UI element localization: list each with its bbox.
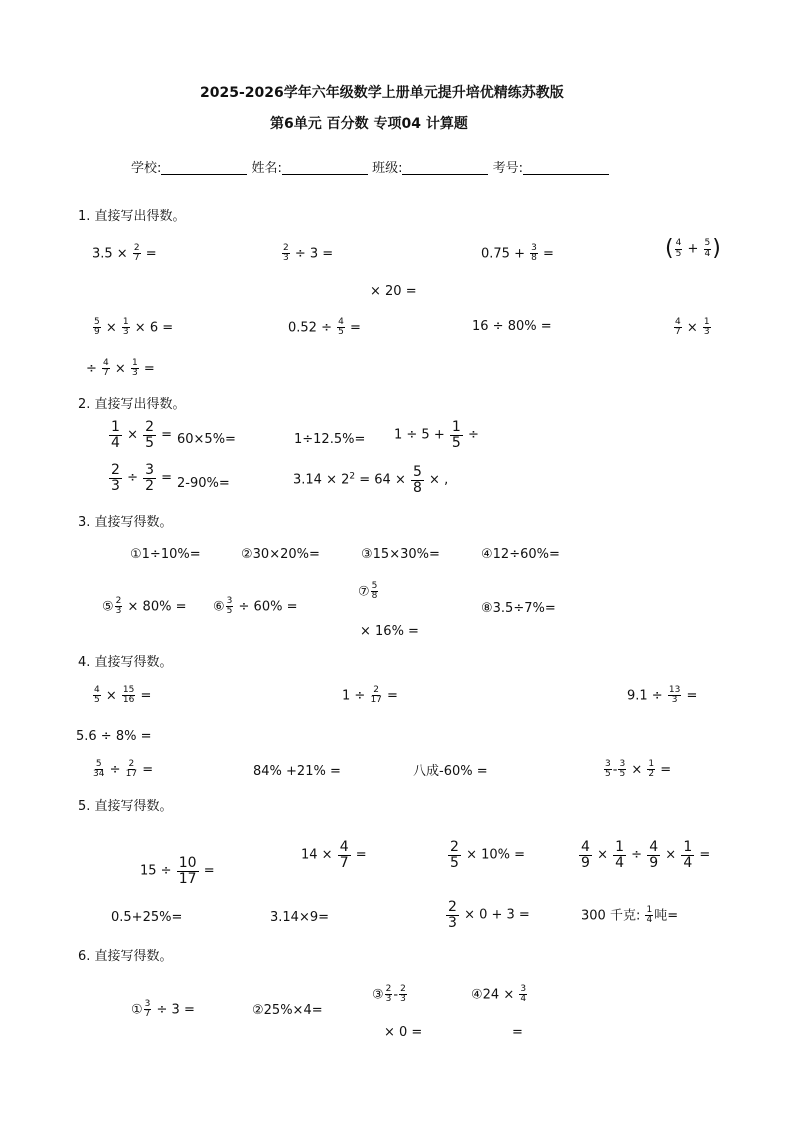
s4-problem-4: 5.6 ÷ 8% = (76, 729, 152, 744)
s6-problem-4: ④24 × $\frac{3}{4}$ (471, 984, 527, 1005)
s5-problem-8: 300 千克: $\frac{1}{4}$ 吨= (581, 905, 679, 926)
s2-problem-4: 1 ÷ 5 + $\frac{1}{5}$ ÷ (394, 419, 479, 451)
section-5-heading: 5. 直接写得数。 (78, 799, 173, 814)
s1-problem-4: ( $\frac{4}{5}$ + $\frac{5}{4}$ ) (665, 236, 721, 261)
s6-problem-2: ②25%×4= (252, 1003, 323, 1018)
s5-problem-2: 14 × $\frac{4}{7}$ = (301, 839, 367, 871)
s4-problem-7: 八成-60% = (413, 764, 488, 779)
s4-problem-1: $\frac{4}{5}$ × $\frac{15}{16}$ = (94, 685, 152, 706)
student-info-row (131, 162, 609, 175)
s2-problem-1: $\frac{1}{4}$ × $\frac{2}{5}$ = (111, 419, 173, 451)
section-3-heading: 3. 直接写得数。 (78, 515, 173, 530)
s6-problem-3-cont: × 0 = (384, 1025, 423, 1040)
s1-problem-6: 0.52 ÷ $\frac{4}{5}$ = (288, 317, 361, 338)
s6-problem-1: ① $\frac{3}{7}$ ÷ 3 = (131, 999, 195, 1020)
s2-problem-6: 2-90%= (177, 476, 230, 491)
s1-problem-5: $\frac{5}{9}$ × $\frac{1}{3}$ × 6 = (94, 317, 174, 338)
school-label: 学校: (131, 161, 162, 176)
s1-problem-8: $\frac{4}{7}$ × $\frac{1}{3}$ (675, 317, 710, 338)
s1-problem-7: 16 ÷ 80% = (472, 319, 552, 334)
s4-problem-6: 84% +21% = (253, 764, 341, 779)
school-field[interactable] (161, 162, 247, 175)
s5-problem-3: $\frac{2}{5}$ × 10% = (450, 839, 526, 871)
s2-problem-3: 1÷12.5%= (294, 432, 366, 447)
s4-problem-3: 9.1 ÷ $\frac{13}{3}$ = (627, 685, 698, 706)
s4-problem-2: 1 ÷ $\frac{2}{17}$ = (342, 685, 398, 706)
s3-problem-4: ④12÷60%= (481, 547, 560, 562)
s3-problem-6: ⑥ $\frac{3}{5}$ ÷ 60% = (213, 596, 298, 617)
section-6-heading: 6. 直接写得数。 (78, 949, 173, 964)
s3-problem-7: ⑦ $\frac{5}{8}$ (358, 581, 378, 602)
s3-problem-1: ①1÷10%= (130, 547, 201, 562)
s4-problem-5: $\frac{5}{34}$ ÷ $\frac{2}{17}$ = (93, 759, 154, 780)
s1-problem-8-cont: ÷ $\frac{4}{7}$ × $\frac{1}{3}$ = (86, 358, 155, 379)
s3-problem-8: ⑧3.5÷7%= (481, 601, 556, 616)
class-label: 班级: (372, 161, 403, 176)
worksheet-subtitle: 第6单元 百分数 专项04 计算题 (270, 116, 468, 132)
s3-problem-3: ③15×30%= (361, 547, 440, 562)
s1-problem-4-cont: × 20 = (370, 284, 417, 299)
s2-problem-2: 60×5%= (177, 432, 236, 447)
exam-number-label: 考号: (492, 161, 523, 176)
s6-problem-4-cont: = (512, 1025, 523, 1040)
s3-problem-7-cont: × 16% = (360, 624, 419, 639)
s4-problem-8: $\frac{3}{5}$ - $\frac{3}{5}$ × $\frac{1}{2}$ = (605, 759, 672, 780)
exam-number-field[interactable] (523, 162, 609, 175)
class-field[interactable] (402, 162, 488, 175)
section-2-heading: 2. 直接写出得数。 (78, 397, 186, 412)
s1-problem-2: $\frac{2}{3}$ ÷ 3 = (283, 243, 334, 264)
s5-problem-5: 0.5+25%= (111, 910, 183, 925)
s2-problem-5: $\frac{2}{3}$ ÷ $\frac{3}{2}$ = (111, 462, 173, 494)
s5-problem-4: $\frac{4}{9}$ × $\frac{1}{4}$ ÷ $\frac{4}{9}$ × $\frac{1}{4}$ = (581, 839, 711, 871)
section-1-heading: 1. 直接写出得数。 (78, 209, 186, 224)
s5-problem-7: $\frac{2}{3}$ × 0 + 3 = (448, 899, 530, 931)
s6-problem-3: ③ $\frac{2}{3}$ - $\frac{2}{3}$ (372, 984, 406, 1005)
s3-problem-2: ②30×20%= (241, 547, 320, 562)
s1-problem-3: 0.75 + $\frac{3}{8}$ = (481, 243, 554, 264)
worksheet-title: 2025-2026学年六年级数学上册单元提升培优精练苏教版 (200, 85, 564, 101)
s1-problem-1: 3.5 × $\frac{2}{7}$ = (92, 243, 157, 264)
section-4-heading: 4. 直接写得数。 (78, 655, 173, 670)
s5-problem-6: 3.14×9= (270, 910, 330, 925)
s2-problem-7: $3.14 \times 2^2 = 64$ × $\frac{5}{8}$ × , (293, 464, 449, 496)
name-label: 姓名: (251, 161, 282, 176)
s5-problem-1: 15 ÷ $\frac{10}{17}$ = (140, 855, 215, 887)
name-field[interactable] (282, 162, 368, 175)
s3-problem-5: ⑤ $\frac{2}{3}$ × 80% = (102, 596, 187, 617)
